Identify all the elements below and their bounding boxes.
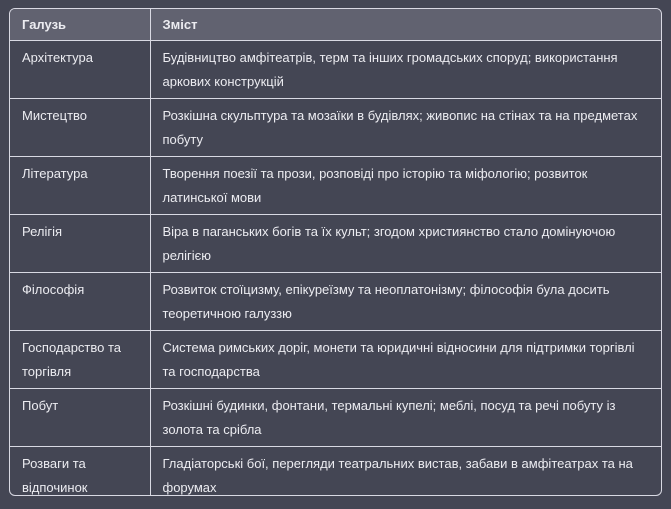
table-row [10, 272, 661, 330]
row-content: Система римських доріг, монети та юридичні відносини для підтримки торгівлі та господарства [150, 330, 661, 388]
row-content: Віра в паганських богів та їх культ; згодом християнство стало домінуючою релігією [150, 214, 661, 272]
header-field: Галузь [10, 9, 150, 40]
row-field: Господарство та торгівля [10, 330, 150, 388]
table-row [10, 98, 661, 156]
culture-table-container [9, 8, 662, 496]
table-row [10, 156, 661, 214]
row-field: Архітектура [10, 40, 150, 98]
table-header-row [10, 9, 661, 40]
table-row [10, 446, 661, 496]
row-field: Релігія [10, 214, 150, 272]
row-field: Література [10, 156, 150, 214]
row-content: Будівництво амфітеатрів, терм та інших громадських споруд; використання аркових конструкцій [150, 40, 661, 98]
table-row [10, 388, 661, 446]
table-row [10, 330, 661, 388]
row-content: Гладіаторські бої, перегляди театральних вистав, забави в амфітеатрах та на форумах [150, 446, 661, 496]
header-content: Зміст [150, 9, 661, 40]
row-content: Розвиток стоїцизму, епікуреїзму та неоплатонізму; філософія була досить теоретичною галуззю [150, 272, 661, 330]
row-field: Мистецтво [10, 98, 150, 156]
table-row [10, 214, 661, 272]
row-field: Розваги та відпочинок [10, 446, 150, 496]
row-content: Розкішні будинки, фонтани, термальні купелі; меблі, посуд та речі побуту із золота та срібла [150, 388, 661, 446]
culture-table [10, 9, 661, 496]
row-content: Розкішна скульптура та мозаїки в будівлях; живопис на стінах та на предметах побуту [150, 98, 661, 156]
table-row [10, 40, 661, 98]
row-content: Творення поезії та прози, розповіді про історію та міфологію; розвиток латинської мови [150, 156, 661, 214]
row-field: Філософія [10, 272, 150, 330]
row-field: Побут [10, 388, 150, 446]
